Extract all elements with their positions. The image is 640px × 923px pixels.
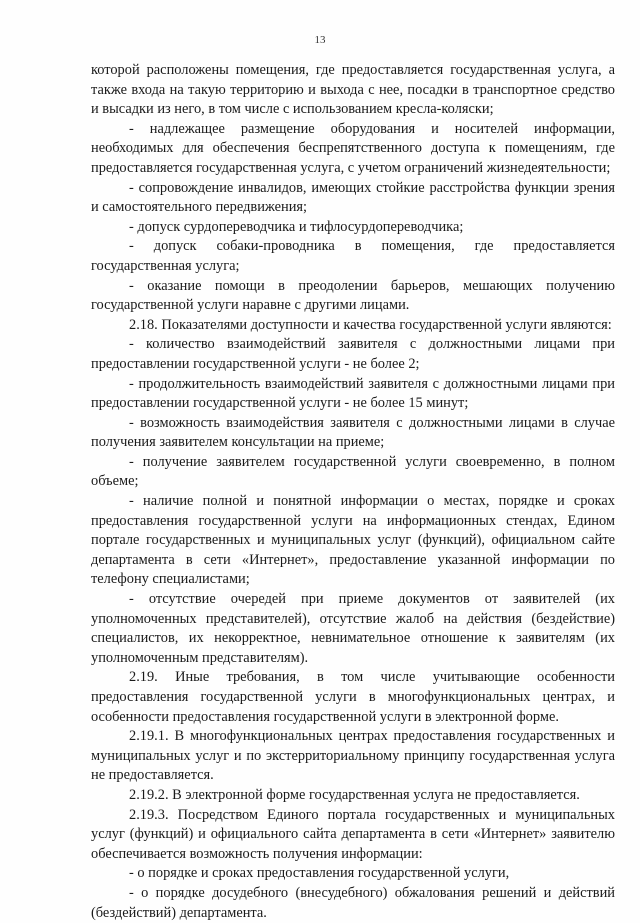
paragraph: - надлежащее размещение оборудования и носителей информации, необходимых для обеспечения беспрепятственного доступа к помещениям, где предоставляется государственная услуга, с учетом ограничений жизнедеятельности;	[91, 120, 615, 176]
paragraph: - допуск сурдопереводчика и тифлосурдопереводчика;	[129, 218, 464, 235]
document-body	[91, 61, 615, 923]
section-heading-2-18: 2.18. Показателями доступности и качества государственной услуги являются:	[129, 316, 612, 333]
paragraph: - наличие полной и понятной информации о местах, порядке и сроках предоставления государственной услуги на информационных стендах, Едином портале государственных и муниципальных услуг (функций), официальном сайте департамента в сети «Интернет», предоставление указанной информации по телефону специалистами;	[91, 493, 615, 588]
paragraph: - продолжительность взаимодействий заявителя с должностными лицами при предоставлении государственной услуги - не более 15 минут;	[91, 375, 615, 412]
paragraph: - о порядке и сроках предоставления государственной услуги,	[129, 865, 510, 882]
paragraph: - оказание помощи в преодолении барьеров, мешающих получению государственной услуги наравне с другими лицами.	[91, 277, 615, 314]
paragraph: - получение заявителем государственной услуги своевременно, в полном объеме;	[91, 453, 615, 490]
paragraph: - отсутствие очередей при приеме документов от заявителей (их уполномоченных представителей), отсутствие жалоб на действия (бездействие) специалистов, их некорректное, невнимательное отношение к заявителям (их уполномоченным представителям).	[91, 591, 615, 666]
section-heading-2-19: 2.19. Иные требования, в том числе учитывающие особенности предоставления государственной услуги в многофункциональных центрах, и особенности предоставления государственной услуги в электронной форме.	[91, 669, 615, 725]
paragraph: 2.19.1. В многофункциональных центрах предоставления государственных и муниципальных услуг и по экстерриториальному принципу государственная услуга не предоставляется.	[91, 728, 615, 784]
paragraph: - возможность взаимодействия заявителя с должностными лицами в случае получения заявителем консультации на приеме;	[91, 414, 615, 451]
paragraph: - количество взаимодействий заявителя с должностными лицами при предоставлении государственной услуги - не более 2;	[91, 336, 615, 372]
paragraph: - допуск собаки-проводника в помещения, где предоставляется государственная услуга;	[91, 238, 615, 274]
paragraph: 2.19.3. Посредством Единого портала государственных и муниципальных услуг (функций) и официального сайта департамента в сети «Интернет» заявителю обеспечивается возможность получения информации:	[91, 806, 615, 862]
page-number: 13	[314, 34, 326, 46]
paragraph: 2.19.2. В электронной форме государственная услуга не предоставляется.	[129, 786, 580, 803]
paragraph: которой расположены помещения, где предоставляется государственная услуга, а также входа на такую территорию и выхода с нее, посадки в транспортное средство и высадки из него, в том числе с использованием кресла-коляски;	[91, 62, 615, 118]
paragraph: - о порядке досудебного (внесудебного) обжалования решений и действий (бездействий) департамента.	[91, 884, 615, 921]
paragraph: - сопровождение инвалидов, имеющих стойкие расстройства функции зрения и самостоятельного передвижения;	[91, 179, 615, 216]
